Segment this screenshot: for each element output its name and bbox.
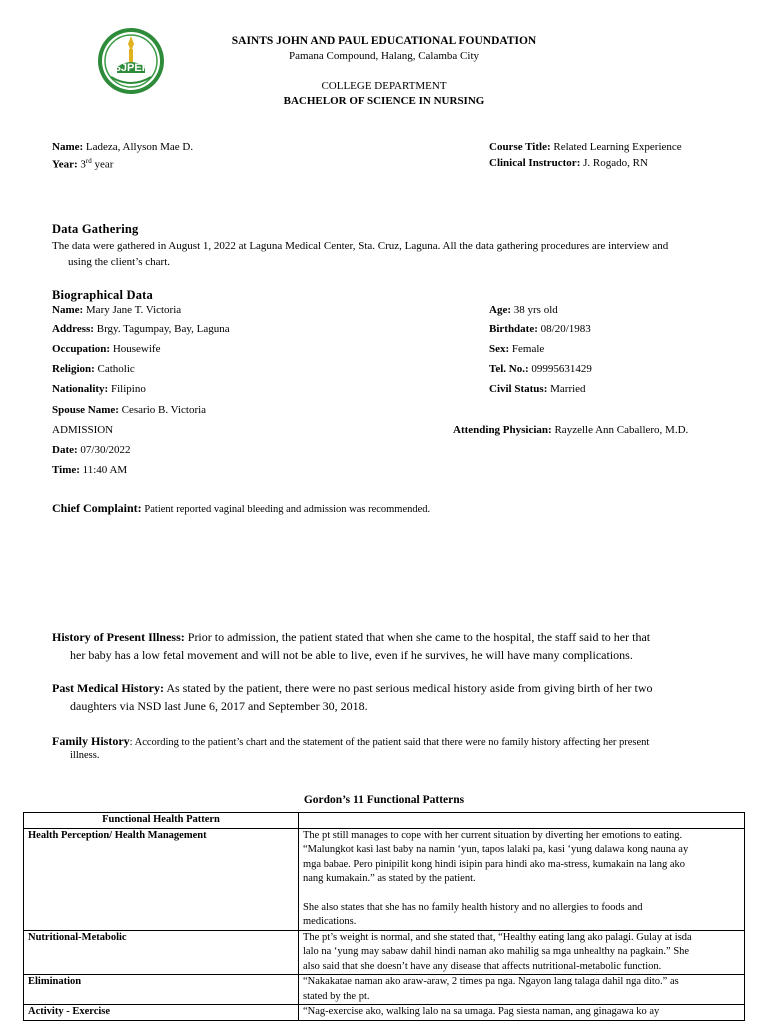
bio-age-value: 38 yrs old <box>513 304 558 316</box>
program-name: BACHELOR OF SCIENCE IN NURSING <box>283 95 485 107</box>
bio-tel-label: Tel. No.: <box>489 363 529 375</box>
bio-address-row <box>52 323 230 335</box>
pattern-cell: Health Perception/ Health Management <box>24 828 299 930</box>
gordon-table-header <box>24 813 745 829</box>
data-gathering-line2: using the client’s chart. <box>68 256 171 268</box>
bio-name-value: Mary Jane T. Victoria <box>85 304 182 316</box>
bio-birthdate-row <box>489 323 591 335</box>
instructor-name: J. Rogado, RN <box>583 157 648 169</box>
pmh-line1 <box>52 680 653 697</box>
bio-occupation-label: Occupation: <box>52 343 111 355</box>
bio-birthdate-label: Birthdate: <box>489 323 538 335</box>
desc-line: “Malungkot kasi last baby na namin ‘yun, tapos lalaki pa, kasi ‘yung dalawa kong nauna ay <box>303 844 689 855</box>
desc-line: also said that she doesn’t have any disease that affects nutritional-metabolic function. <box>303 960 662 972</box>
data-gathering-line1: The data were gathered in August 1, 2022 at Laguna Medical Center, Sta. Cruz, Laguna. All the data gathering procedures are interview and <box>52 240 669 252</box>
admission-date: 07/30/2022 <box>80 444 131 456</box>
bio-address-value: Brgy. Tagumpay, Bay, Laguna <box>96 323 230 335</box>
bio-religion-label: Religion: <box>52 363 95 375</box>
department-name: COLLEGE DEPARTMENT <box>321 80 447 92</box>
physician-label: Attending Physician: <box>453 424 552 436</box>
family-line2: illness. <box>70 750 100 761</box>
student-name-row <box>52 141 193 153</box>
bio-nationality-value: Filipino <box>110 383 146 395</box>
bio-civil-value: Married <box>550 383 586 395</box>
description-cell <box>299 975 745 1005</box>
table-row <box>24 975 745 1005</box>
desc-line: “Nakakatae naman ako araw-araw, 2 times pa nga. Ngayon lang talaga dahil nga dito.” as <box>303 976 679 987</box>
desc-line: “Nag-exercise ako, walking lalo na sa umaga. Pag siesta naman, ang ginagawa ko ay <box>303 1006 660 1017</box>
bio-religion-value: Catholic <box>97 363 135 375</box>
student-year-num: 3 <box>80 158 86 171</box>
desc-line: The pt’s weight is normal, and she stated that, “Healthy eating lang ako palagi. Gulay at isda <box>303 931 692 943</box>
foundation-address: Pamana Compound, Halang, Calamba City <box>288 50 480 62</box>
chief-complaint-label: Chief Complaint: <box>52 501 142 515</box>
student-name: Ladeza, Allyson Mae D. <box>85 141 194 153</box>
physician-row <box>453 424 688 436</box>
pmh-text1: As stated by the patient, there were no past serious medical history aside from giving birth of her two <box>166 681 653 695</box>
chief-complaint-text: Patient reported vaginal bleeding and admission was recommended. <box>144 504 431 515</box>
chief-complaint-row <box>52 501 430 516</box>
desc-line: stated by the pt. <box>303 990 370 1002</box>
physician-name: Rayzelle Ann Caballero, M.D. <box>554 424 689 436</box>
bio-spouse-label: Spouse Name: <box>52 404 119 416</box>
data-gathering-title: Data Gathering <box>52 222 139 236</box>
table-row <box>24 930 745 975</box>
course-label: Course Title: <box>489 141 551 153</box>
family-label: Family History <box>52 734 130 748</box>
pmh-line2: daughters via NSD last June 6, 2017 and September 30, 2018. <box>70 699 368 713</box>
gordon-col1-header: Functional Health Pattern <box>24 813 299 829</box>
hpi-line2: her baby has a low fetal movement and will not be able to live, even if he survives, he will have many complications. <box>70 648 633 662</box>
bio-nationality-label: Nationality: <box>52 383 109 395</box>
bio-religion-row <box>52 363 135 375</box>
family-text1: : According to the patient’s chart and the statement of the patient said that there were no family history affecting her present <box>129 737 650 748</box>
biographical-title: Biographical Data <box>52 288 153 302</box>
bio-civil-label: Civil Status: <box>489 383 548 395</box>
bio-spouse-row <box>52 404 206 416</box>
student-year-row <box>52 157 113 171</box>
pattern-cell: Elimination <box>24 975 299 1005</box>
desc-line: medications. <box>303 916 357 927</box>
table-row <box>24 1005 745 1021</box>
pattern-cell: Activity - Exercise <box>24 1005 299 1021</box>
desc-line: She also states that she has no family health history and no allergies to foods and <box>303 901 643 913</box>
bio-spouse-value: Cesario B. Victoria <box>121 404 207 416</box>
bio-sex-label: Sex: <box>489 343 510 355</box>
bio-name-row <box>52 304 181 316</box>
pattern-cell: Nutritional-Metabolic <box>24 930 299 975</box>
desc-line: lalo na ‘yung may sabaw dahil hindi naman ako mahilig sa mga unhealthy na pagkain.” She <box>303 946 690 957</box>
bio-age-label: Age: <box>489 304 511 316</box>
desc-line: nang kumakain.” as stated by the patient. <box>303 873 476 884</box>
hpi-line1 <box>52 629 650 646</box>
admission-time: 11:40 AM <box>82 464 128 476</box>
description-cell <box>299 1005 745 1021</box>
description-cell <box>299 930 745 975</box>
pmh-label: Past Medical History: <box>52 681 164 695</box>
bio-sex-row <box>489 343 544 355</box>
desc-line: mga babae. Pero pinipilit kong hindi isipin para hindi ako ma-stress, kumakain na lang ako <box>303 858 686 870</box>
bio-nationality-row <box>52 383 146 395</box>
hpi-label: History of Present Illness: <box>52 630 185 644</box>
bio-tel-row <box>489 363 592 375</box>
gordon-table <box>23 812 745 1021</box>
hpi-text1: Prior to admission, the patient stated that when she came to the hospital, the staff said to her that <box>187 630 651 644</box>
bio-birthdate-value: 08/20/1983 <box>540 323 591 335</box>
bio-sex-value: Female <box>511 343 545 355</box>
instructor-label: Clinical Instructor: <box>489 157 581 169</box>
bio-tel-value: 09995631429 <box>531 363 592 375</box>
desc-spacer <box>303 887 740 901</box>
course-title: Related Learning Experience <box>553 141 682 153</box>
logo-text: SJPEF <box>113 62 149 74</box>
table-row <box>24 828 745 930</box>
bio-occupation-row <box>52 343 160 355</box>
foundation-name: SAINTS JOHN AND PAUL EDUCATIONAL FOUNDATION <box>231 35 537 47</box>
student-year-word: year <box>94 158 114 171</box>
student-year-label: Year: <box>52 158 78 171</box>
description-cell <box>299 828 745 930</box>
admission-heading: ADMISSION <box>52 424 114 436</box>
bio-occupation-value: Housewife <box>112 343 161 355</box>
bio-address-label: Address: <box>52 323 94 335</box>
gordon-title: Gordon’s 11 Functional Patterns <box>303 794 465 806</box>
course-row <box>489 141 682 153</box>
desc-line: The pt still manages to cope with her current situation by diverting her emotions to eating. <box>303 829 683 841</box>
bio-age-row <box>489 304 558 316</box>
instructor-row <box>489 157 648 169</box>
bio-civil-row <box>489 383 586 395</box>
admission-time-row <box>52 464 127 476</box>
student-year-sup: rd <box>85 157 92 165</box>
family-line1 <box>52 734 649 749</box>
student-name-label: Name: <box>52 141 84 153</box>
bio-name-label: Name: <box>52 304 84 316</box>
admission-time-label: Time: <box>52 464 80 476</box>
admission-date-label: Date: <box>52 444 78 456</box>
admission-date-row <box>52 444 131 456</box>
gordon-col2-header <box>299 813 745 829</box>
